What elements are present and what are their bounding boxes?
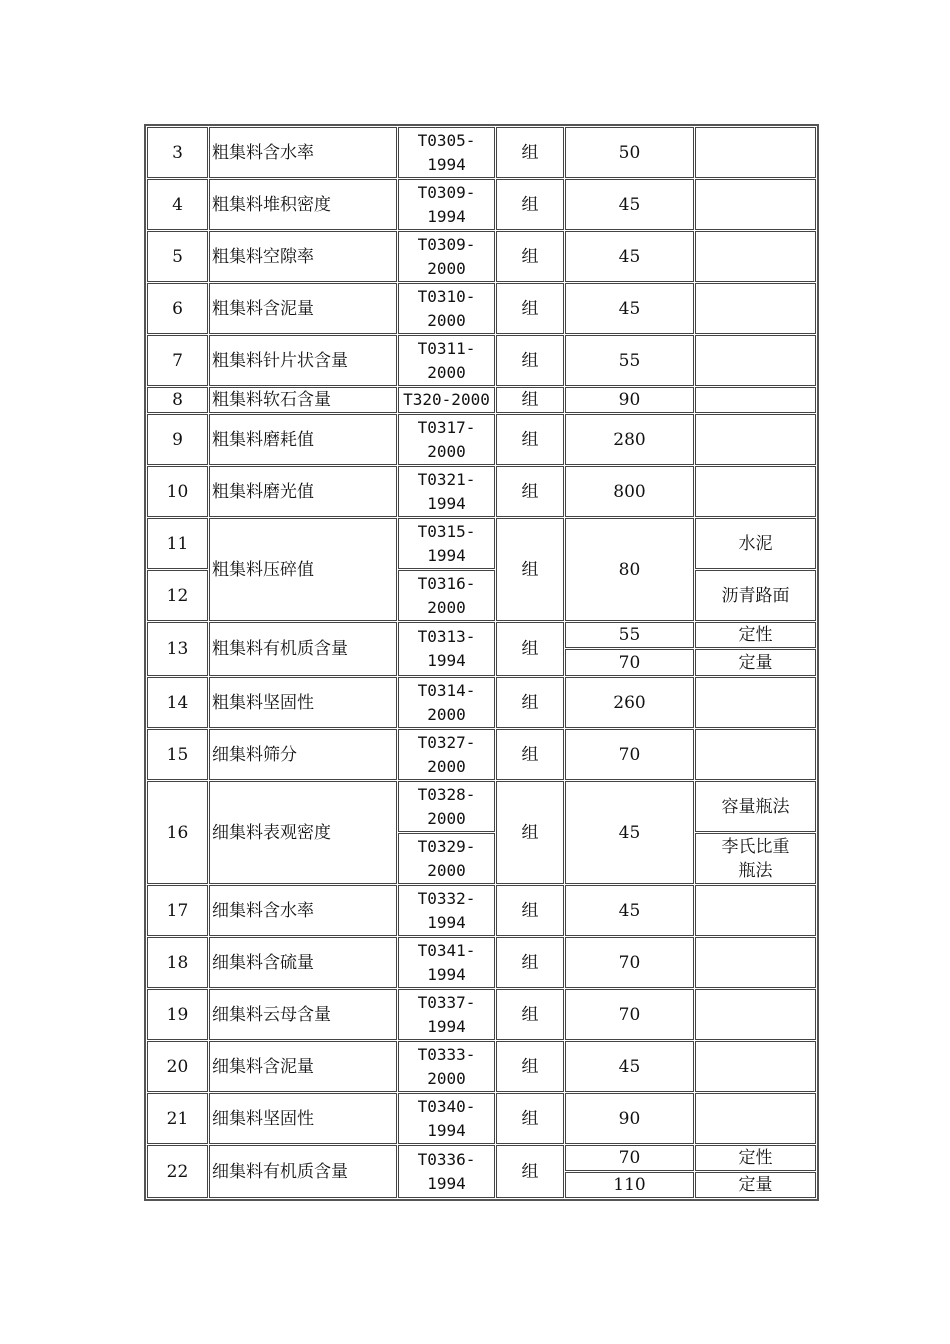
standard-code <box>398 677 495 728</box>
unit: 组 <box>496 127 564 178</box>
item-name: 粗集料坚固性 <box>209 677 397 728</box>
unit: 组 <box>496 387 564 413</box>
standard-code-line: 1994 <box>427 493 466 513</box>
standard-code-line: T0341- <box>417 940 476 960</box>
test-items-table <box>144 124 819 1201</box>
item-name: 粗集料含泥量 <box>209 283 397 334</box>
item-name: 细集料表观密度 <box>209 781 397 884</box>
note <box>695 231 816 282</box>
item-number: 17 <box>147 885 208 936</box>
quantity: 50 <box>565 127 694 178</box>
quantity: 70 <box>565 937 694 988</box>
quantity: 45 <box>565 283 694 334</box>
unit: 组 <box>496 729 564 780</box>
standard-code-line: T0317- <box>417 417 476 437</box>
standard-code <box>398 231 495 282</box>
note <box>695 989 816 1040</box>
note: 定量 <box>695 649 816 676</box>
note <box>695 335 816 386</box>
quantity: 70 <box>565 989 694 1040</box>
table-row <box>147 885 816 936</box>
quantity: 800 <box>565 466 694 517</box>
note-line: 李氏比重 <box>721 836 790 857</box>
standard-code-line: T0333- <box>417 1044 476 1064</box>
standard-code-line: 2000 <box>427 441 466 461</box>
item-number: 19 <box>147 989 208 1040</box>
unit: 组 <box>496 518 564 621</box>
unit: 组 <box>496 989 564 1040</box>
standard-code-line: T0329- <box>417 836 476 856</box>
note: 沥青路面 <box>695 570 816 621</box>
table-row <box>147 414 816 465</box>
item-number: 12 <box>147 570 208 621</box>
unit: 组 <box>496 885 564 936</box>
note <box>695 1041 816 1092</box>
table-row <box>147 283 816 334</box>
note <box>695 781 816 832</box>
item-name: 粗集料空隙率 <box>209 231 397 282</box>
standard-code-line: 2000 <box>427 258 466 278</box>
note <box>695 937 816 988</box>
quantity: 45 <box>565 231 694 282</box>
unit: 组 <box>496 283 564 334</box>
standard-code-line: 2000 <box>427 362 466 382</box>
standard-code <box>398 570 495 621</box>
standard-code <box>398 466 495 517</box>
standard-code-line: T0315- <box>417 521 476 541</box>
note: 定量 <box>695 1172 816 1198</box>
note <box>695 127 816 178</box>
unit: 组 <box>496 414 564 465</box>
table-row <box>147 677 816 728</box>
standard-code-line: 2000 <box>427 597 466 617</box>
item-name: 粗集料磨光值 <box>209 466 397 517</box>
unit: 组 <box>496 231 564 282</box>
standard-code-line: 2000 <box>427 860 466 880</box>
item-number: 20 <box>147 1041 208 1092</box>
standard-code-line: T0314- <box>417 680 476 700</box>
item-number: 14 <box>147 677 208 728</box>
quantity: 55 <box>565 335 694 386</box>
standard-code-line: T0310- <box>417 286 476 306</box>
table-row <box>147 518 816 569</box>
standard-code-line: 1994 <box>427 912 466 932</box>
item-number: 18 <box>147 937 208 988</box>
table-row <box>147 466 816 517</box>
item-name: 粗集料有机质含量 <box>209 622 397 676</box>
standard-code <box>398 335 495 386</box>
standard-code <box>398 127 495 178</box>
standard-code-line: T0309- <box>417 182 476 202</box>
unit: 组 <box>496 677 564 728</box>
unit: 组 <box>496 1041 564 1092</box>
quantity: 90 <box>565 387 694 413</box>
unit: 组 <box>496 937 564 988</box>
unit: 组 <box>496 179 564 230</box>
unit: 组 <box>496 781 564 884</box>
unit: 组 <box>496 1093 564 1144</box>
table-row <box>147 729 816 780</box>
standard-code-line: T0309- <box>417 234 476 254</box>
note: 水泥 <box>695 518 816 569</box>
item-number: 6 <box>147 283 208 334</box>
quantity: 260 <box>565 677 694 728</box>
table-row <box>147 937 816 988</box>
item-name: 粗集料针片状含量 <box>209 335 397 386</box>
quantity: 70 <box>565 649 694 676</box>
note-line: 瓶法 <box>738 860 773 881</box>
item-name: 细集料坚固性 <box>209 1093 397 1144</box>
standard-code <box>398 283 495 334</box>
item-number: 22 <box>147 1145 208 1198</box>
standard-code <box>398 833 495 884</box>
note <box>695 677 816 728</box>
item-number: 21 <box>147 1093 208 1144</box>
standard-code-line: 1994 <box>427 1173 466 1193</box>
item-name: 粗集料磨耗值 <box>209 414 397 465</box>
item-number: 10 <box>147 466 208 517</box>
standard-code-line: T0340- <box>417 1096 476 1116</box>
unit: 组 <box>496 1145 564 1198</box>
standard-code-line: T0321- <box>417 469 476 489</box>
quantity: 90 <box>565 1093 694 1144</box>
standard-code <box>398 518 495 569</box>
note <box>695 466 816 517</box>
quantity: 45 <box>565 179 694 230</box>
standard-code-line: T0305- <box>417 130 476 150</box>
note <box>695 283 816 334</box>
quantity: 110 <box>565 1172 694 1198</box>
table-row <box>147 231 816 282</box>
item-number: 11 <box>147 518 208 569</box>
item-name: 粗集料软石含量 <box>209 387 397 413</box>
standard-code-line: 1994 <box>427 154 466 174</box>
quantity: 280 <box>565 414 694 465</box>
quantity: 45 <box>565 781 694 884</box>
table-row <box>147 1041 816 1092</box>
standard-code-line: 1994 <box>427 964 466 984</box>
table-row <box>147 781 816 832</box>
standard-code-line: T0328- <box>417 784 476 804</box>
note <box>695 1093 816 1144</box>
item-name: 粗集料压碎值 <box>209 518 397 621</box>
standard-code-line: T320-2000 <box>403 390 490 409</box>
item-number: 5 <box>147 231 208 282</box>
note-line: 容量瓶法 <box>721 796 790 817</box>
standard-code-line: 1994 <box>427 651 466 670</box>
note <box>695 179 816 230</box>
standard-code-line: 2000 <box>427 808 466 828</box>
standard-code <box>398 729 495 780</box>
standard-code-line: T0313- <box>417 627 476 646</box>
standard-code <box>398 1093 495 1144</box>
item-number: 16 <box>147 781 208 884</box>
item-number: 8 <box>147 387 208 413</box>
standard-code-line: T0332- <box>417 888 476 908</box>
standard-code <box>398 937 495 988</box>
note <box>695 729 816 780</box>
item-name: 细集料有机质含量 <box>209 1145 397 1198</box>
note <box>695 833 816 884</box>
standard-code-line: 1994 <box>427 1016 466 1036</box>
item-number: 9 <box>147 414 208 465</box>
unit: 组 <box>496 335 564 386</box>
standard-code <box>398 414 495 465</box>
quantity: 80 <box>565 518 694 621</box>
standard-code-line: 2000 <box>427 756 466 776</box>
item-number: 4 <box>147 179 208 230</box>
quantity: 55 <box>565 622 694 648</box>
quantity: 45 <box>565 1041 694 1092</box>
standard-code <box>398 387 495 413</box>
standard-code-line: 2000 <box>427 1068 466 1088</box>
table-row <box>147 335 816 386</box>
standard-code <box>398 622 495 676</box>
standard-code-line: 1994 <box>427 206 466 226</box>
standard-code-line: 1994 <box>427 1120 466 1140</box>
standard-code-line: T0311- <box>417 338 476 358</box>
standard-code <box>398 885 495 936</box>
standard-code-line: 1994 <box>427 545 466 565</box>
quantity: 45 <box>565 885 694 936</box>
unit: 组 <box>496 466 564 517</box>
standard-code <box>398 1041 495 1092</box>
item-name: 粗集料含水率 <box>209 127 397 178</box>
standard-code <box>398 179 495 230</box>
table-row <box>147 1093 816 1144</box>
note <box>695 387 816 413</box>
item-name: 细集料含泥量 <box>209 1041 397 1092</box>
item-name: 细集料含硫量 <box>209 937 397 988</box>
standard-code-line: T0337- <box>417 992 476 1012</box>
table-row <box>147 1145 816 1171</box>
quantity: 70 <box>565 729 694 780</box>
standard-code-line: 2000 <box>427 704 466 724</box>
quantity: 70 <box>565 1145 694 1171</box>
unit: 组 <box>496 622 564 676</box>
item-number: 3 <box>147 127 208 178</box>
item-name: 细集料筛分 <box>209 729 397 780</box>
table-row <box>147 387 816 413</box>
note <box>695 414 816 465</box>
item-number: 15 <box>147 729 208 780</box>
standard-code <box>398 1145 495 1198</box>
note <box>695 885 816 936</box>
item-name: 细集料含水率 <box>209 885 397 936</box>
table-row <box>147 179 816 230</box>
item-number: 13 <box>147 622 208 676</box>
note: 定性 <box>695 1145 816 1171</box>
table-row <box>147 127 816 178</box>
standard-code-line: 2000 <box>427 310 466 330</box>
standard-code <box>398 781 495 832</box>
item-number: 7 <box>147 335 208 386</box>
standard-code-line: T0336- <box>417 1149 476 1169</box>
table-row <box>147 989 816 1040</box>
standard-code-line: T0316- <box>417 573 476 593</box>
standard-code <box>398 989 495 1040</box>
item-name: 粗集料堆积密度 <box>209 179 397 230</box>
standard-code-line: T0327- <box>417 732 476 752</box>
table-row <box>147 622 816 648</box>
item-name: 细集料云母含量 <box>209 989 397 1040</box>
note: 定性 <box>695 622 816 648</box>
